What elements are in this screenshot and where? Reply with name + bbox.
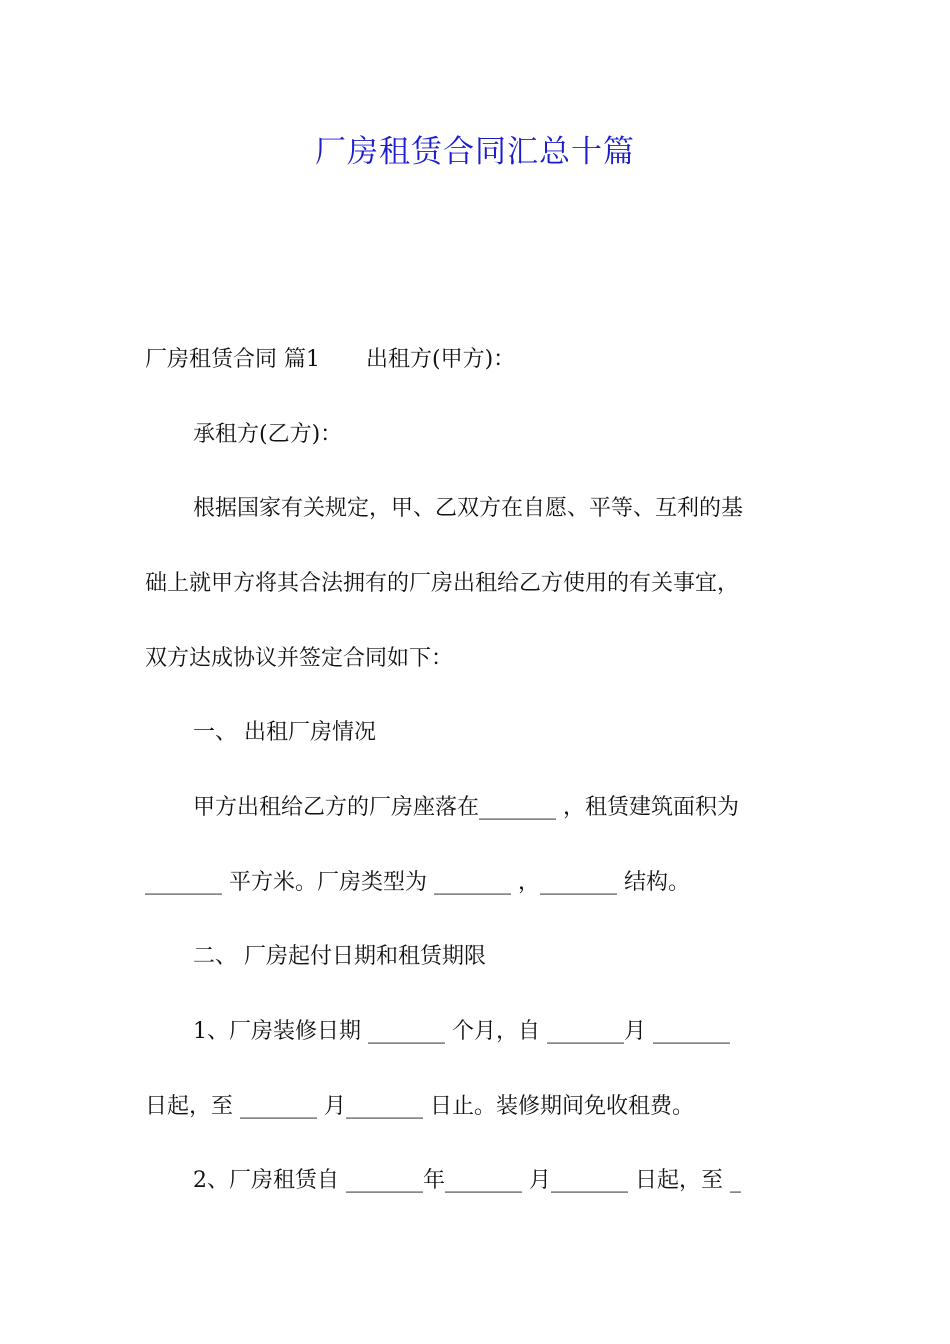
lessee-label: 承租方(乙方)：: [193, 422, 343, 447]
paragraph-line: 础上就甲方将其合法拥有的厂房出租给乙方使用的有关事宜，: [145, 571, 740, 596]
section-heading: 二、 厂房起付日期和租赁期限: [193, 944, 486, 969]
paragraph-line: 日起，至 _______ 月_______ 日止。装修期间免收租费。: [145, 1094, 694, 1119]
lessor-label: 出租方(甲方)：: [366, 347, 516, 372]
document-title: 厂房租赁合同汇总十篇: [315, 134, 635, 170]
contract-heading-line: [145, 343, 810, 377]
paragraph-line: _______ 平方米。厂房类型为 _______ ，_______ 结构。: [145, 870, 690, 895]
paragraph-line: 1、厂房装修日期 _______ 个月，自 _______月 _______: [193, 1019, 730, 1044]
paragraph-line: 2、厂房租赁自 _______年_______ 月_______ 日起，至 _: [193, 1168, 741, 1193]
paragraph-line: 根据国家有关规定，甲、乙双方在自愿、平等、互利的基: [193, 496, 744, 521]
section-heading: 一、 出租厂房情况: [193, 720, 376, 745]
paragraph-line: 甲方出租给乙方的厂房座落在_______ ，租赁建筑面积为: [193, 795, 739, 820]
paragraph-line: 双方达成协议并签定合同如下：: [145, 646, 454, 671]
contract-heading: 厂房租赁合同 篇1: [145, 347, 320, 372]
